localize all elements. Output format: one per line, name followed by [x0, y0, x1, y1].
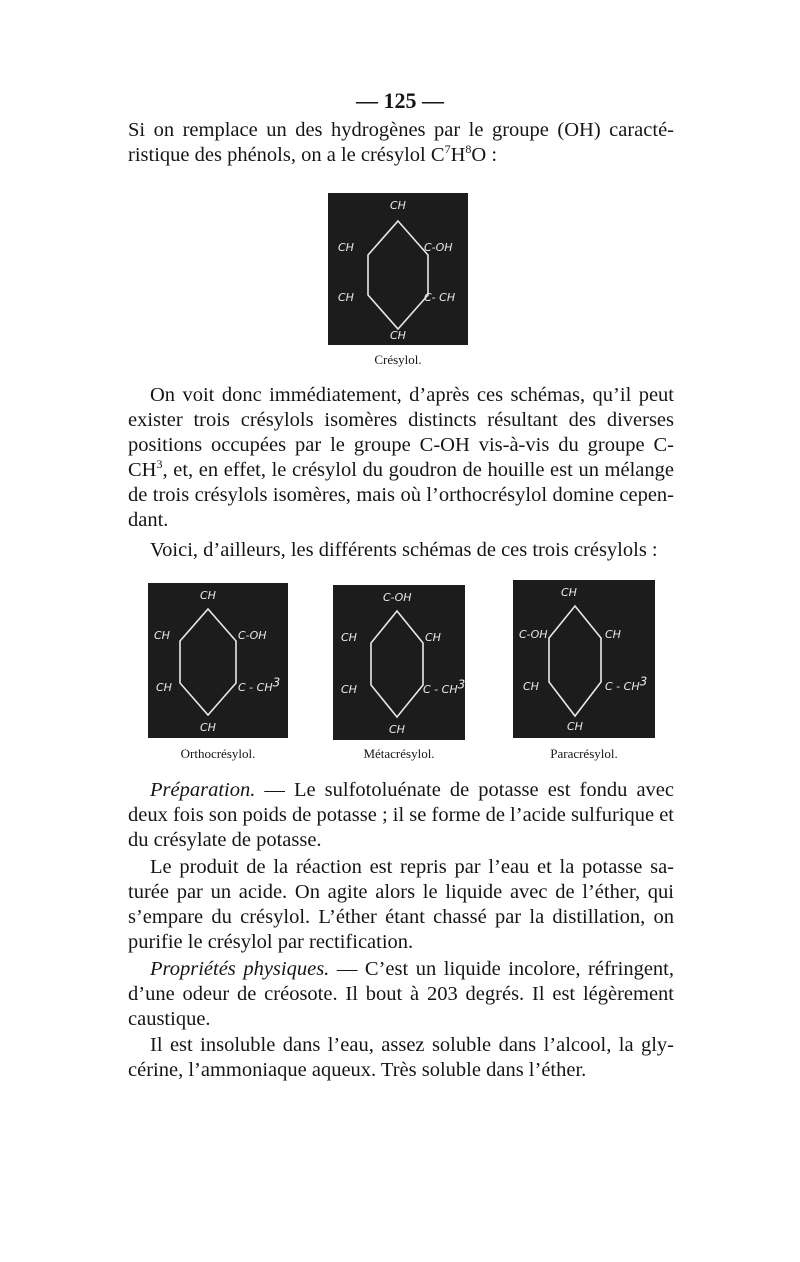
paragraph-solubility [128, 1033, 674, 1083]
paragraph-schemas-intro [128, 538, 674, 563]
atom-upper-left: C-OH [519, 628, 548, 641]
paragraph-reaction-text: Le produit de la réaction est repris par l’eau et la potasse sa- turée par un acide. On agite alors le liquide avec de l’éther, qui s’empare du crésylol. L’éther étant chassé par la distillation, on purifie le crésylol par rectification. [128, 856, 674, 953]
formula-o: O [471, 144, 487, 166]
atom-upper-right: CH [425, 631, 441, 644]
atom-lower-left: CH [523, 680, 539, 693]
paragraph-isomers-text: On voit donc immédiatement, d’après ces schémas, qu’il peut exister trois crésylols isomères distincts résultant des diverses positions occupées par le groupe C-OH vis-à-vis du groupe C-CH [128, 384, 674, 481]
paragraph-reaction [128, 855, 674, 955]
physical-properties-heading: Propriétés physiques. [150, 958, 330, 980]
atom-lower-right-sup: 3 [272, 675, 281, 690]
atom-top: CH [561, 586, 577, 599]
paragraph-schemas-text: Voici, d’ailleurs, les différents schémas de ces trois crésylols : [150, 539, 658, 561]
atom-lower-right-text: C - CH [423, 683, 458, 696]
intro-paragraph [128, 118, 674, 168]
atom-upper-left: CH [338, 241, 354, 254]
orthocresylol-caption: Orthocrésylol. [180, 746, 256, 761]
atom-bottom: CH [567, 720, 583, 733]
atom-lower-right: C- CH [424, 291, 456, 304]
paragraph-isomers-sup: 3 [156, 457, 163, 472]
atom-upper-left: CH [341, 631, 357, 644]
hexagon-ring-icon [148, 583, 288, 738]
formula-subscript-7: 7 [444, 142, 451, 157]
paracresylol-diagram [513, 580, 655, 738]
atom-lower-left: CH [156, 681, 172, 694]
physical-properties-text: — C’est un liquide incolore, réfringent, d’une odeur de créosote. Il bout à 203 degrés. Il est légèrement caustique. [128, 958, 674, 1030]
atom-top: C-OH [383, 591, 412, 604]
paragraph-preparation [128, 778, 674, 853]
atom-top: CH [390, 199, 406, 212]
atom-lower-left: CH [341, 683, 357, 696]
atom-lower-right-text: C - CH [605, 680, 640, 693]
formula-colon: : [486, 144, 498, 166]
atom-lower-right [605, 674, 648, 693]
paracresylol-caption: Paracrésylol. [550, 746, 618, 761]
atom-bottom: CH [200, 721, 216, 734]
atom-upper-right: C-OH [424, 241, 453, 254]
metacresylol-diagram [333, 585, 465, 740]
atom-upper-left: CH [154, 629, 170, 642]
cresylol-diagram [328, 193, 468, 345]
cresylol-caption: Crésylol. [374, 352, 422, 367]
formula-h: H [450, 144, 466, 166]
paragraph-isomers [128, 383, 674, 533]
atom-bottom: CH [390, 329, 406, 342]
paragraph-solubility-text: Il est insoluble dans l’eau, assez soluble dans l’alcool, la gly- cérine, l’ammoniaque aqueux. Très soluble dans l’éther. [128, 1034, 674, 1081]
preparation-text: — Le sulfotoluénate de potasse est fondu avec deux fois son poids de potasse ; il se forme de l’acide sulfurique et du crésylate de potasse. [128, 779, 674, 851]
preparation-heading: Préparation. [150, 779, 256, 801]
atom-upper-right: CH [605, 628, 621, 641]
atom-lower-right-text: C - CH [238, 681, 273, 694]
atom-lower-right-sup: 3 [639, 674, 648, 689]
hexagon-ring-icon [513, 580, 655, 738]
atom-lower-left: CH [338, 291, 354, 304]
paragraph-physical-properties [128, 957, 674, 1032]
atom-bottom: CH [389, 723, 405, 736]
paragraph-isomers-tail: , et, en effet, le crésylol du goudron de houille est un mélange de trois crésylols isomères, mais où l’orthocrésylol domine cepen- dant. [128, 459, 674, 531]
hexagon-ring-icon [328, 193, 468, 345]
atom-lower-right [238, 675, 281, 694]
metacresylol-caption: Métacrésylol. [363, 746, 435, 761]
intro-text: Si on remplace un des hydrogènes par le groupe (OH) caracté- ristique des phénols, on a le crésylol C [128, 119, 674, 166]
orthocresylol-diagram [148, 583, 288, 738]
atom-upper-right: C-OH [238, 629, 267, 642]
atom-top: CH [200, 589, 216, 602]
atom-lower-right [423, 677, 466, 696]
hexagon-ring-icon [333, 585, 465, 740]
page-number: — 125 — [356, 88, 444, 113]
atom-lower-right-sup: 3 [457, 677, 466, 692]
formula-subscript-8: 8 [465, 142, 472, 157]
